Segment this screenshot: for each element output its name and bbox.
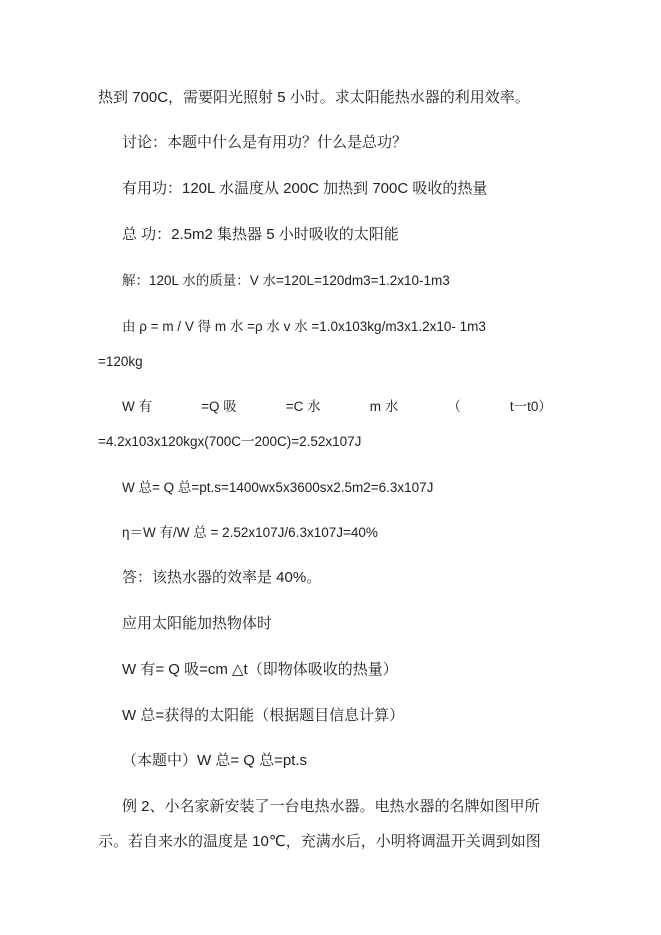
- text-line: 答：该热水器的效率是 40%。: [122, 569, 322, 586]
- text-line: 由 ρ = m / V 得 m 水 =ρ 水 v 水 =1.0x103kg/m3x1.2x10- 1m3: [122, 319, 486, 334]
- text-line: W 总= Q 总=pt.s=1400wx5x3600sx2.5m2=6.3x107J: [122, 480, 434, 495]
- formula-term: （: [447, 399, 461, 414]
- text-line: η＝W 有/W 总 = 2.52x107J/6.3x107J=40%: [122, 525, 378, 540]
- text-line: =120kg: [98, 354, 143, 369]
- text-line: 示。若自来水的温度是 10℃，充满水后，小明将调温开关调到如图: [98, 833, 541, 850]
- text-line: 热到 700C，需要阳光照射 5 小时。求太阳能热水器的利用效率。: [98, 89, 530, 106]
- text-line: 解：120L 水的质量：V 水=120L=120dm3=1.2x10-1m3: [122, 273, 450, 288]
- text-line: 总 功：2.5m2 集热器 5 小时吸收的太阳能: [122, 226, 399, 243]
- formula-term: =C 水: [285, 399, 321, 414]
- formula-term: m 水: [369, 399, 399, 414]
- text-line: （本题中）W 总= Q 总=pt.s: [122, 752, 308, 769]
- formula-term: W 有: [122, 399, 152, 414]
- text-line: W 总=获得的太阳能（根据题目信息计算）: [122, 707, 405, 724]
- formula-term: =Q 吸: [201, 399, 237, 414]
- text-line: =4.2x103x120kgx(700C一200C)=2.52x107J: [98, 434, 362, 449]
- text-line: 有用功：120L 水温度从 200C 加热到 700C 吸收的热量: [122, 180, 488, 197]
- text-line: 应用太阳能加热物体时: [122, 615, 273, 632]
- text-line: W 有= Q 吸=cm △t（即物体吸收的热量）: [122, 661, 398, 678]
- formula-term: t一t0）: [509, 399, 552, 414]
- formula-row: [122, 397, 552, 417]
- text-line: 讨论：本题中什么是有用功？什么是总功？: [122, 134, 408, 151]
- text-line: 例 2、小名家新安装了一台电热水器。电热水器的名牌如图甲所: [122, 798, 540, 815]
